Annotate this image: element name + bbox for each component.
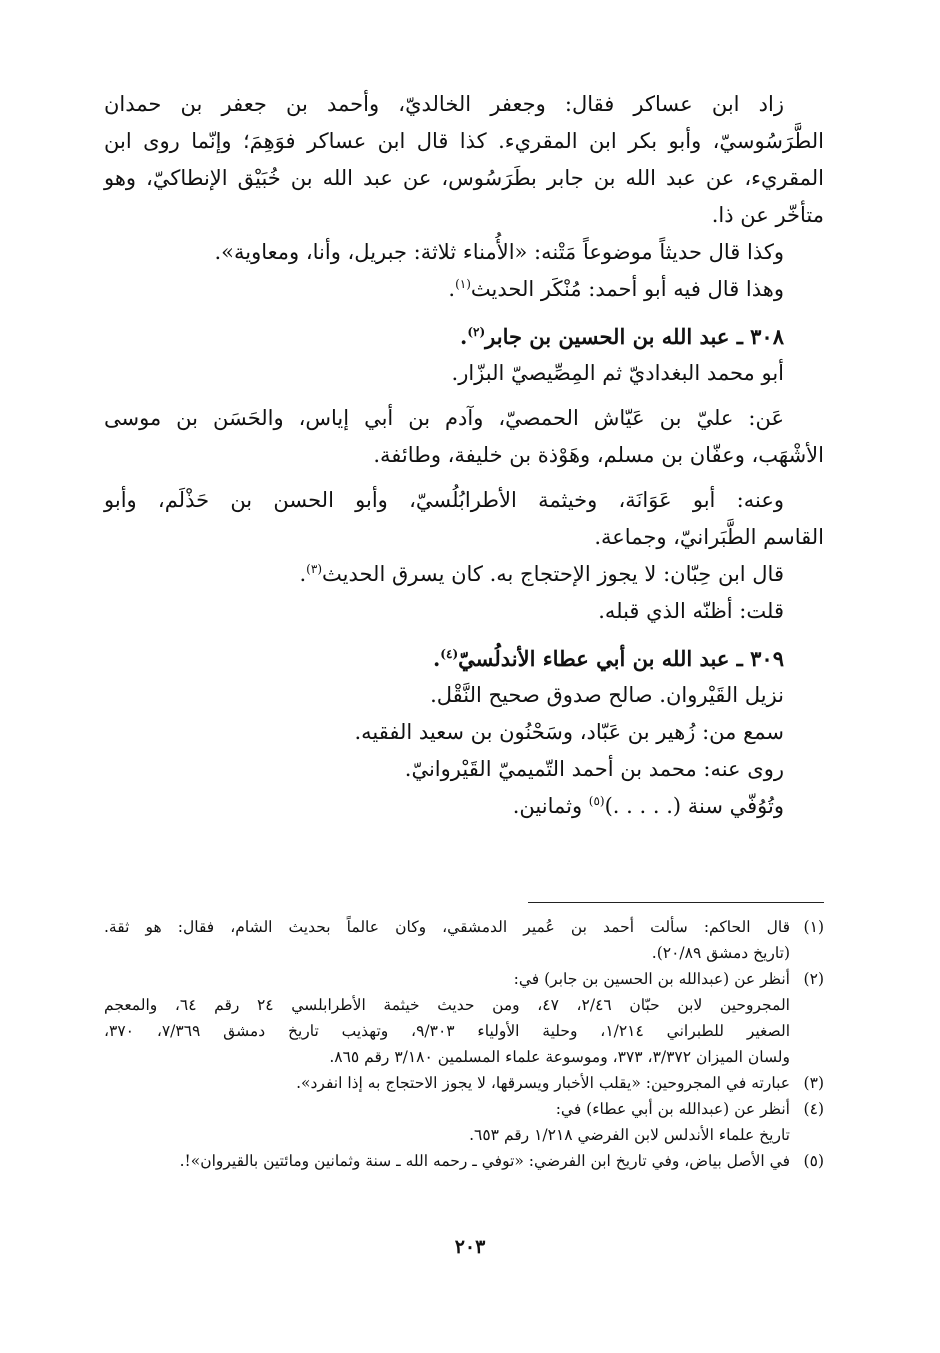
footnote-number: (٥) [803,1152,824,1170]
footnote-body [104,966,790,1070]
footnote-line: في الأصل بياض، وفي تاريخ ابن الفرضي: «توفي ـ رحمه الله ـ سنة وثمانين ومائتين بالقيروان»!. [179,1152,790,1170]
entry-heading-309-end: . [432,646,441,671]
entry-heading-309-text: ٣٠٩ ـ عبد الله بن أبي عطاء الأندلُسيّ [458,646,784,671]
entry-308-ibn-hibban [104,556,824,593]
footnote-line: (تاريخ دمشق ٢٠/٨٩). [651,944,790,962]
paragraph-abu-ahmad [104,271,824,308]
entry-308-students-line-2: القاسم الطَّبَرانيّ، وجماعة. [594,525,824,549]
footnotes [104,914,824,1174]
footnote-5 [104,1148,824,1174]
footnote-3 [104,1070,824,1096]
paragraph-abu-ahmad-text: وهذا قال فيه أبو أحمد: مُنْكَر الحديث [470,277,784,301]
footnote-line: أنظر عن (عبدالله بن أبي عطاء) في: [555,1100,790,1118]
entry-308-author-note: قلت: أظنّه الذي قبله. [598,599,784,623]
main-text [104,86,824,825]
entry-308-ibn-hibban-end: . [299,562,307,586]
entry-308-teachers-line-2: الأشْهَب، وعفّان بن مسلم، وهَوْذة بن خليفة، وطائفة. [373,443,824,467]
footnote-body [104,1148,790,1174]
footnote-ref-1[interactable]: (١) [455,277,471,291]
entry-heading-308-end: . [460,324,468,349]
footnote-line: الصغير للطبراني ١/٢١٤، وحلية الأولياء ٩/٣٠٣، وتهذيب تاريخ دمشق ٧/٣٦٩، ٣٧٠، [104,1022,791,1040]
footnote-4 [104,1096,824,1148]
entry-309-residence: نزيل القَيْروان. صالح صدوق صحيح النَّقْل. [430,683,784,707]
entry-309-heard-from: سمع من: زُهير بن عَبّاد، وسَحْنُون بن سعيد الفقيه. [354,720,784,744]
entry-308-teachers-line-1: عَن: عليّ بن عَيّاش الحمصيّ، وآدم بن أبي إياس، والحَسَن بن موسى [104,406,784,430]
page-number: ٢٠٣ [454,1236,486,1258]
entry-308-ibn-hibban-text: قال ابن حِبّان: لا يجوز الإحتجاج به. كان يسرق الحديث [322,562,784,586]
paragraph-ibn-asakir-line-2: الطَّرَسُوسيّ، وأبو بكر ابن المقريء. كذا قال ابن عساكر فوَهِمَ؛ وإنّما روى ابن [104,129,824,153]
entry-309-death-end: وثمانين. [512,794,589,818]
paragraph-ibn-asakir-line-4: متأخّر عن ذا. [711,203,824,227]
footnote-number: (٤) [803,1100,824,1118]
entry-heading-308-text: ٣٠٨ ـ عبد الله بن الحسين بن جابر [485,324,784,349]
entry-309-narrated-by: روى عنه: محمد بن أحمد التّميميّ القَيْروانيّ. [404,757,784,781]
footnote-body [104,1070,790,1096]
footnote-ref-5[interactable]: (٥) [588,794,605,808]
entry-308-students-line-1: وعنه: أبو عَوَانَة، وخيثمة الأطرابُلُسيّ، وأبو الحسن بن حَذْلَم، وأبو [104,488,784,512]
entry-308-nisba: أبو محمد البغداديّ ثم المِصِّيصيّ البزّار. [451,361,784,385]
footnote-ref-3[interactable]: (٣) [306,562,322,576]
footnote-2 [104,966,824,1070]
footnote-line: قال الحاكم: سألت أحمد بن عُمير الدمشقي، وكان عالماً بحديث الشام، فقال: هو ثقة. [104,918,790,936]
footnote-ref-2[interactable]: (٢) [467,325,486,339]
footnote-line: تاريخ علماء الأندلس لابن الفرضي ١/٢١٨ رقم ٦٥٣. [469,1126,790,1144]
footnote-line: عبارته في المجروحين: «يقلب الأخبار ويسرقها، لا يجوز الاحتجاج به إذا انفرد». [296,1074,790,1092]
footnote-1 [104,914,824,966]
footnote-line: المجروحين لابن حبّان ٢/٤٦، ٤٧، ومن حديث خيثمة الأطرابلسي ٢٤ رقم ٦٤، والمعجم [104,996,790,1014]
entry-heading-309 [104,640,824,677]
footnote-divider [528,902,824,903]
footnote-number: (١) [803,918,824,936]
entry-heading-308 [104,318,824,355]
footnote-line: ولسان الميزان ٣/٣٧٢، ٣٧٣، وموسوعة علماء المسلمين ٣/١٨٠ رقم ٨٦٥. [329,1048,790,1066]
footnote-ref-4[interactable]: (٤) [440,647,459,661]
paragraph-ibn-asakir-line-1: زاد ابن عساكر فقال: وجعفر الخالديّ، وأحمد بن جعفر بن حمدان [104,92,784,116]
entry-309-death [104,788,824,825]
entry-309-death-text: وتُوُفّي سنة (. . . . .) [604,794,784,818]
footnote-number: (٢) [803,970,824,988]
footnote-body [104,914,790,966]
footnote-line: أنظر عن (عبدالله بن الحسين بن جابر) في: [513,970,790,988]
paragraph-ibn-asakir-line-3: المقريء، عن عبد الله بن جابر بطَرَسُوس، عن عبد الله بن خُبَيْق الإنطاكيّ، وهو [104,166,824,190]
paragraph-fabricated-hadith: وكذا قال حديثاً موضوعاً مَتْنه: «الأُمناء ثلاثة: جبريل، وأنا، ومعاوية». [214,240,784,264]
paragraph-abu-ahmad-end: . [448,277,456,301]
footnote-body [104,1096,790,1148]
footnote-number: (٣) [803,1074,824,1092]
